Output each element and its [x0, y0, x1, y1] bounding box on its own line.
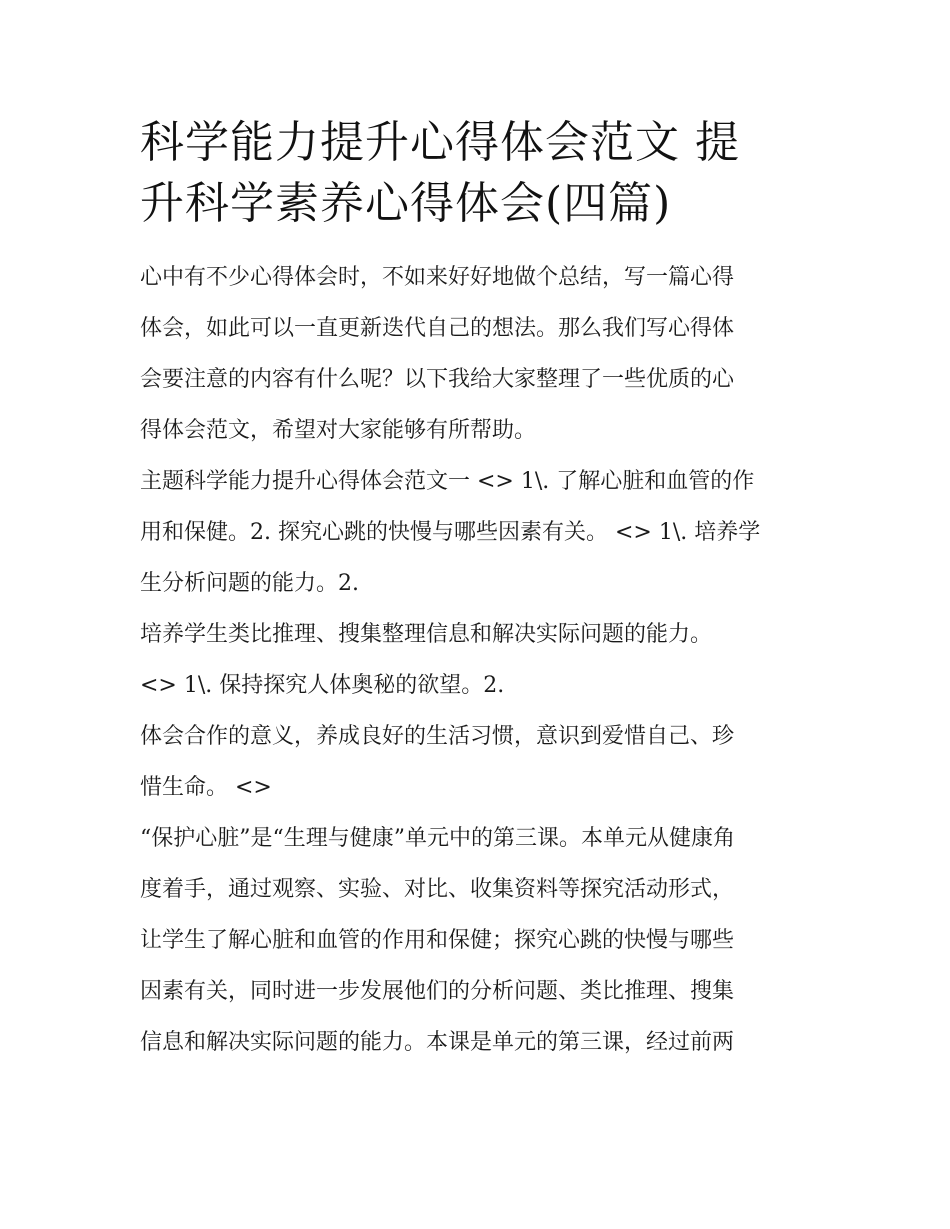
text-line: 心中有不少心得体会时，不如来好好地做个总结，写一篇心得	[140, 265, 735, 290]
text-line: 会要注意的内容有什么呢？以下我给大家整理了一些优质的心	[140, 367, 735, 392]
text-line: 生分析问题的能力。2.	[140, 571, 359, 596]
text-line: 体会合作的意义，养成良好的生活习惯，意识到爱惜自己、珍	[140, 724, 735, 749]
text-line: 体会，如此可以一直更新迭代自己的想法。那么我们写心得体	[140, 316, 735, 341]
intro-paragraph	[140, 252, 820, 456]
text-line: 度着手，通过观察、实验、对比、收集资料等探究活动形式，	[140, 877, 735, 902]
ability-paragraph	[140, 609, 820, 660]
document-page	[140, 112, 820, 1068]
lesson-overview-paragraph	[140, 813, 820, 1068]
document-title	[140, 112, 820, 234]
text-line: 因素有关，同时进一步发展他们的分析问题、类比推理、搜集	[140, 979, 735, 1004]
attitude-paragraph	[140, 660, 820, 711]
text-line: 主题科学能力提升心得体会范文一 <> 1\. 了解心脏和血管的作	[140, 469, 755, 494]
text-line: 惜生命。 <>	[140, 775, 272, 800]
text-line: 信息和解决实际问题的能力。本课是单元的第三课，经过前两	[140, 1030, 735, 1055]
text-line: 用和保健。2. 探究心跳的快慢与哪些因素有关。 <> 1\. 培养学	[140, 520, 761, 545]
title-line: 科学能力提升心得体会范文 提	[140, 117, 740, 168]
cooperation-paragraph	[140, 711, 820, 813]
text-line: 让学生了解心脏和血管的作用和保健；探究心跳的快慢与哪些	[140, 928, 735, 953]
text-line: 培养学生类比推理、搜集整理信息和解决实际问题的能力。	[140, 622, 713, 647]
title-line: 升科学素养心得体会(四篇)	[140, 178, 672, 229]
goals-paragraph	[140, 456, 820, 609]
document-body	[140, 252, 820, 1068]
text-line: <> 1\. 保持探究人体奥秘的欲望。2.	[140, 673, 505, 698]
text-line: 得体会范文，希望对大家能够有所帮助。	[140, 418, 537, 443]
text-line: “保护心脏”是“生理与健康”单元中的第三课。本单元从健康角	[140, 826, 735, 851]
